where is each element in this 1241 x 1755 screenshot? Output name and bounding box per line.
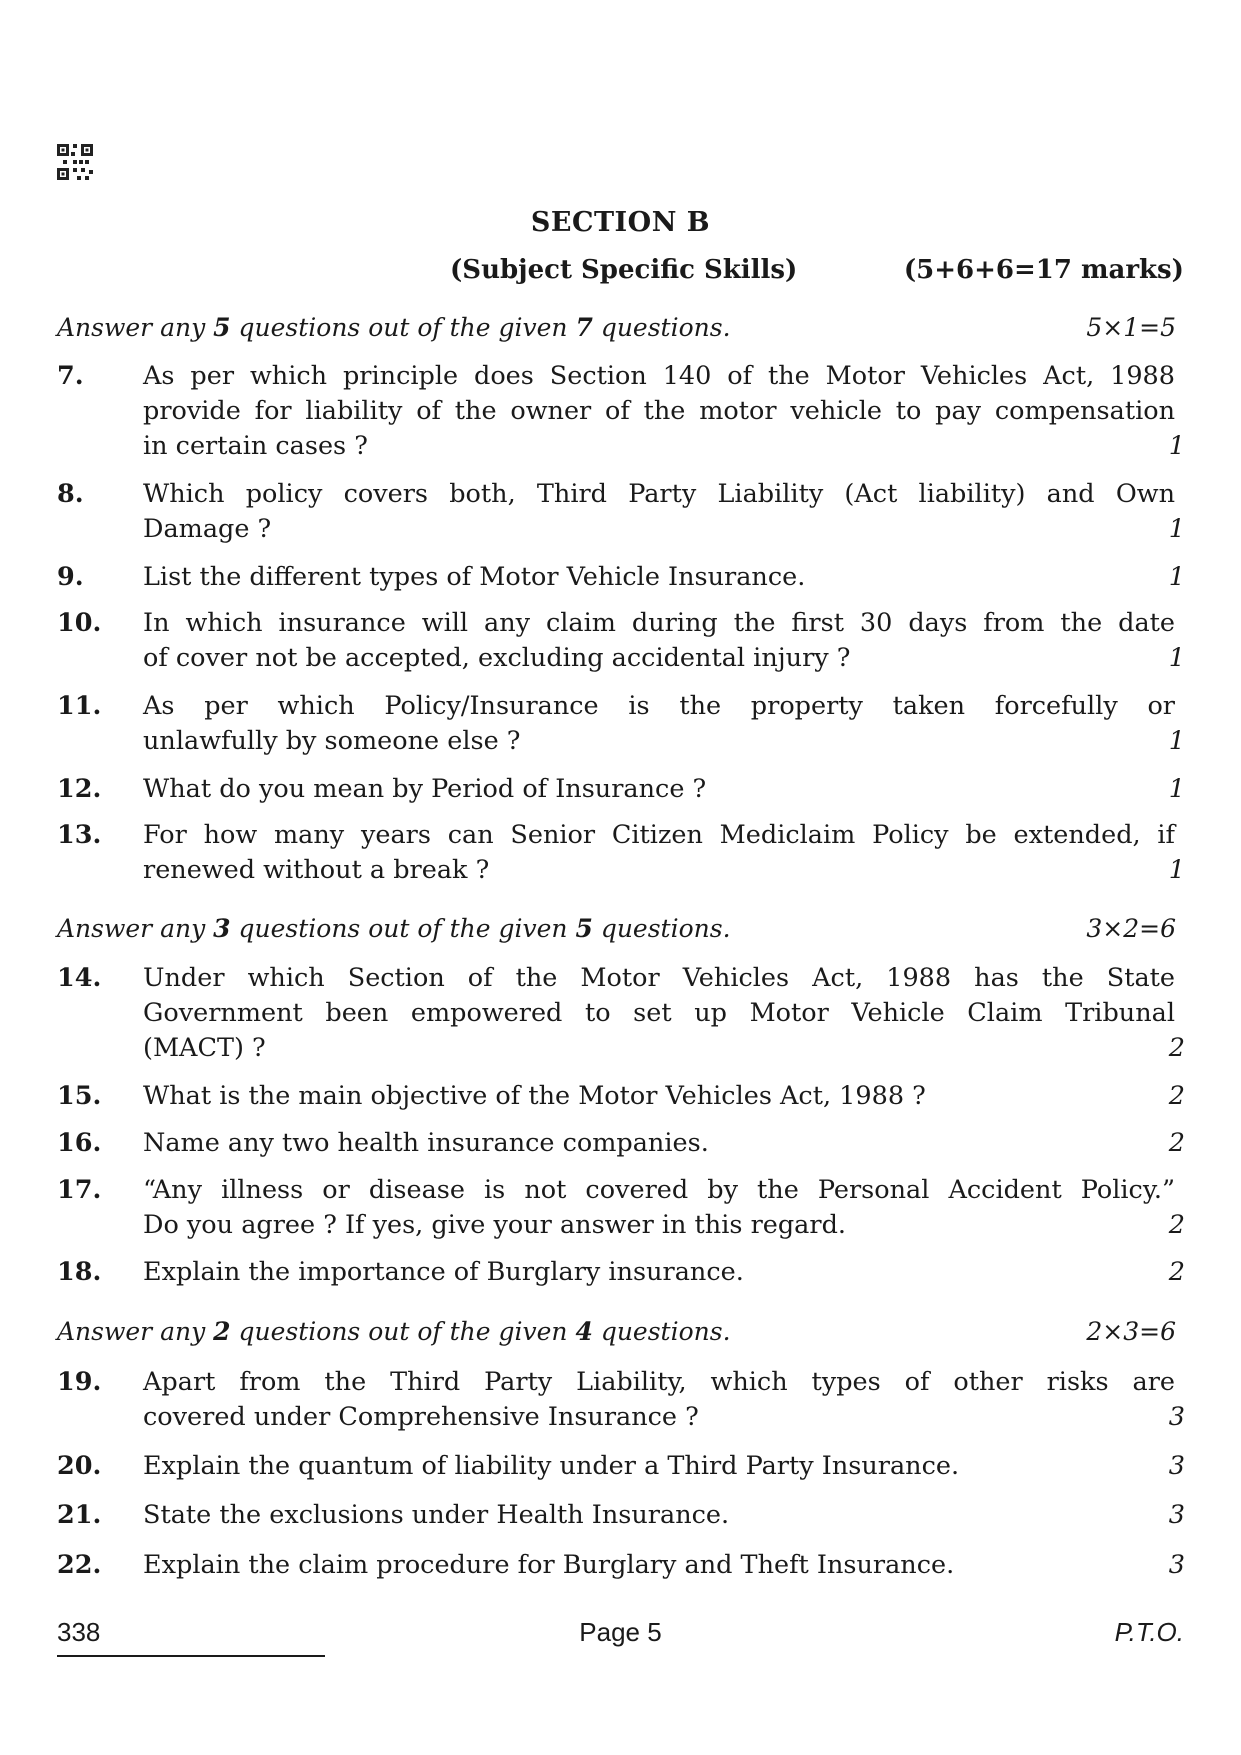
qr-code-icon xyxy=(57,144,93,180)
question-text: Which policy covers both, Third Party Liability (Act liability) and Own Damage ? xyxy=(143,479,1175,544)
question-text: List the different types of Motor Vehicle Insurance. xyxy=(143,562,806,592)
question-number: 22. xyxy=(57,1550,102,1580)
question-number: 15. xyxy=(57,1081,102,1111)
question-mark: 1 xyxy=(1168,855,1185,885)
question-mark: 2 xyxy=(1168,1128,1185,1158)
question-number: 13. xyxy=(57,820,102,850)
question-text: Apart from the Third Party Liability, which types of other risks are covered under Comprehensive Insurance ? xyxy=(143,1367,1175,1432)
question-mark: 2 xyxy=(1168,1081,1185,1111)
question-number: 19. xyxy=(57,1367,102,1397)
instruction-text: Answer any 5 questions out of the given 7 questions. xyxy=(57,313,731,342)
question-text: What do you mean by Period of Insurance ? xyxy=(143,774,707,804)
section-title: SECTION B xyxy=(530,207,711,238)
question-number: 14. xyxy=(57,963,102,993)
instruction-text: Answer any 3 questions out of the given 5 questions. xyxy=(57,914,731,943)
question-number: 16. xyxy=(57,1128,102,1158)
question-number: 17. xyxy=(57,1175,102,1205)
section-subtitle: (Subject Specific Skills) xyxy=(450,255,798,285)
question-mark: 1 xyxy=(1168,774,1185,804)
question-mark: 1 xyxy=(1168,726,1185,756)
question-mark: 1 xyxy=(1168,431,1185,461)
question-number: 21. xyxy=(57,1500,102,1530)
footer-rule xyxy=(57,1655,325,1657)
question-mark: 3 xyxy=(1168,1451,1185,1481)
question-mark: 2 xyxy=(1168,1257,1185,1287)
question-number: 7. xyxy=(57,361,84,391)
section-total-marks: (5+6+6=17 marks) xyxy=(903,255,1184,285)
question-text: What is the main objective of the Motor Vehicles Act, 1988 ? xyxy=(143,1081,926,1111)
question-number: 12. xyxy=(57,774,102,804)
question-text: For how many years can Senior Citizen Mediclaim Policy be extended, if renewed without a break ? xyxy=(143,820,1175,885)
question-mark: 1 xyxy=(1168,514,1185,544)
page-number: Page 5 xyxy=(579,1617,662,1647)
pto-label: P.T.O. xyxy=(1114,1617,1184,1647)
question-number: 10. xyxy=(57,608,102,638)
question-text: As per which Policy/Insurance is the property taken forcefully or unlawfully by someone else ? xyxy=(143,691,1175,756)
question-text: Name any two health insurance companies. xyxy=(143,1128,709,1158)
question-mark: 3 xyxy=(1168,1402,1185,1432)
question-text: In which insurance will any claim during the first 30 days from the date of cover not be accepted, excluding accidental injury ? xyxy=(143,608,1175,673)
question-text: “Any illness or disease is not covered by the Personal Accident Policy.” Do you agree ? If yes, give your answer in this regard. xyxy=(143,1175,1175,1240)
question-number: 20. xyxy=(57,1451,102,1481)
question-number: 11. xyxy=(57,691,102,721)
question-mark: 2 xyxy=(1168,1210,1185,1240)
instruction-group-1 xyxy=(57,313,1176,342)
question-mark: 1 xyxy=(1168,643,1185,673)
question-number: 8. xyxy=(57,479,84,509)
instruction-marks: 2×3=6 xyxy=(1086,1317,1176,1346)
question-mark: 2 xyxy=(1168,1033,1185,1063)
question-text: State the exclusions under Health Insurance. xyxy=(143,1500,730,1530)
instruction-group-3 xyxy=(57,1317,1176,1346)
instruction-marks: 3×2=6 xyxy=(1086,914,1176,943)
instruction-text: Answer any 2 questions out of the given 4 questions. xyxy=(57,1317,731,1346)
instruction-group-2 xyxy=(57,914,1176,943)
question-text: Explain the claim procedure for Burglary and Theft Insurance. xyxy=(143,1550,955,1580)
question-text: Explain the importance of Burglary insurance. xyxy=(143,1257,744,1287)
instruction-marks: 5×1=5 xyxy=(1086,313,1176,342)
question-number: 9. xyxy=(57,562,84,592)
question-text: Under which Section of the Motor Vehicles Act, 1988 has the State Government been empowered to set up Motor Vehicle Claim Tribunal (MACT) ? xyxy=(143,963,1175,1063)
question-mark: 3 xyxy=(1168,1500,1185,1530)
question-text: As per which principle does Section 140 of the Motor Vehicles Act, 1988 provide for liability of the owner of the motor vehicle to pay compensation in certain cases ? xyxy=(143,361,1175,461)
question-mark: 3 xyxy=(1168,1550,1185,1580)
paper-code: 338 xyxy=(57,1617,101,1647)
question-number: 18. xyxy=(57,1257,102,1287)
question-mark: 1 xyxy=(1168,562,1185,592)
question-text: Explain the quantum of liability under a Third Party Insurance. xyxy=(143,1451,960,1481)
